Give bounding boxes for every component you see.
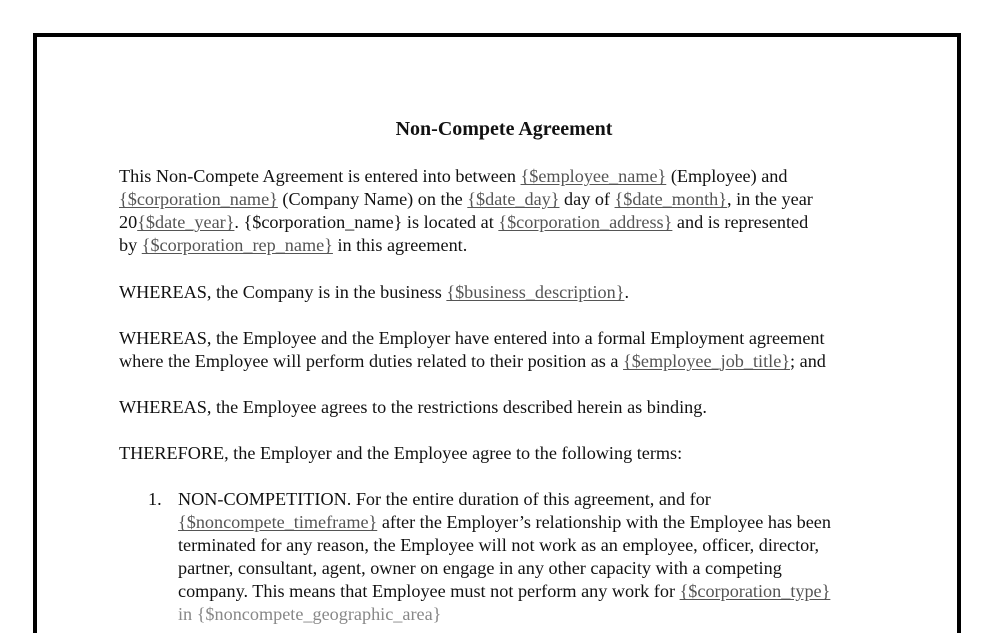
text: company. This means that Employee must not perform any work for (178, 581, 680, 601)
term-line-4: partner, consultant, agent, owner on engage in any other capacity with a competing (178, 558, 782, 578)
text: in this agreement. (332, 235, 468, 255)
corporation-rep-name-field[interactable]: {$corporation_rep_name} (141, 235, 333, 255)
text: 20 (119, 212, 138, 232)
term-line-6-partial: in {$noncompete_geographic_area} (178, 604, 442, 624)
whereas-restrictions-paragraph (119, 396, 707, 419)
whereas-employment-paragraph (119, 327, 826, 373)
term-line-2 (178, 511, 831, 534)
employee-job-title-field[interactable]: {$employee_job_title} (623, 351, 791, 371)
term-line-3: terminated for any reason, the Employee will not work as an employee, officer, director, (178, 535, 820, 555)
text: by (119, 235, 142, 255)
text: . {$corporation_name} is located at (234, 212, 499, 232)
whereas-business-paragraph (119, 281, 629, 304)
employee-name-field[interactable]: {$employee_name} (520, 166, 667, 186)
intro-line-2 (119, 188, 813, 211)
text: where the Employee will perform duties related to their position as a (119, 351, 624, 371)
text: This Non-Compete Agreement is entered into between (119, 166, 521, 186)
business-description-field[interactable]: {$business_description} (446, 282, 625, 302)
term-number: 1. (148, 489, 162, 509)
term-line-1: NON-COMPETITION. For the entire duration of this agreement, and for (178, 489, 711, 509)
whereas-employment-line-2 (119, 350, 826, 373)
text: day of (559, 189, 615, 209)
whereas-employment-line-1: WHEREAS, the Employee and the Employer have entered into a formal Employment agreement (119, 328, 825, 348)
text: , in the year (726, 189, 813, 209)
text: and is represented (672, 212, 809, 232)
document-page (33, 33, 961, 633)
intro-paragraph (119, 165, 813, 257)
corporation-type-field[interactable]: {$corporation_type} (679, 581, 831, 601)
text: (Employee) and (666, 166, 788, 186)
date-day-field[interactable]: {$date_day} (467, 189, 560, 209)
intro-line-4 (119, 234, 813, 257)
therefore-line: THEREFORE, the Employer and the Employee agree to the following terms: (119, 443, 683, 463)
date-month-field[interactable]: {$date_month} (614, 189, 727, 209)
intro-line-1 (119, 165, 813, 188)
text: WHEREAS, the Company is in the business (119, 282, 447, 302)
corporation-name-field[interactable]: {$corporation_name} (119, 189, 278, 209)
corporation-address-field[interactable]: {$corporation_address} (498, 212, 673, 232)
document-title: Non-Compete Agreement (395, 118, 613, 140)
text: ; and (790, 351, 826, 371)
term-line-5 (178, 580, 831, 603)
whereas-restrictions-line: WHEREAS, the Employee agrees to the restrictions described herein as binding. (119, 397, 707, 417)
text: (Company Name) on the (277, 189, 468, 209)
noncompete-timeframe-field[interactable]: {$noncompete_timeframe} (178, 512, 378, 532)
text: after the Employer’s relationship with the Employee has been (377, 512, 831, 532)
intro-line-3 (119, 211, 813, 234)
text: . (624, 282, 630, 302)
therefore-paragraph (119, 442, 682, 465)
term-body (178, 488, 831, 626)
date-year-field[interactable]: {$date_year} (137, 212, 235, 232)
whereas-business-line (119, 281, 629, 304)
